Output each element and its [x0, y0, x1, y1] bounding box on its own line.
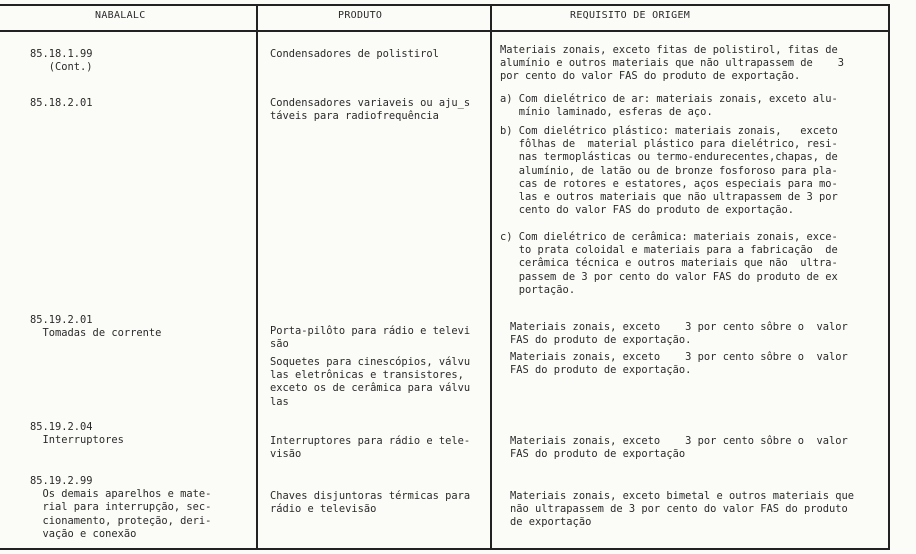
text-line: FAS do produto de exportação	[510, 448, 686, 461]
text-line: Materiais zonais, exceto fitas de polistirol, fitas de	[500, 44, 838, 56]
row-requisito	[500, 44, 844, 84]
text-line: Materiais zonais, exceto bimetal e outros materiais que	[510, 490, 855, 502]
text-line: 85.18.1.99	[30, 48, 93, 60]
text-line: Materiais zonais, exceto 3 por cento sôbre o valor	[510, 351, 848, 363]
row-produto	[270, 97, 470, 123]
row-code	[30, 97, 93, 110]
row-produto	[270, 356, 470, 409]
row-requisito	[510, 435, 848, 461]
row-requisito	[510, 490, 854, 530]
row-requisito	[500, 125, 838, 217]
header-requisito: REQUISITO DE ORIGEM	[570, 10, 691, 21]
row-requisito	[510, 351, 848, 377]
text-line: Condensadores de polistirol	[270, 48, 439, 60]
text-line: cas de rotores e estatores, aços especiais para mo-	[500, 177, 838, 190]
column-divider	[490, 4, 492, 550]
text-line: nas termoplásticas ou termo-endurecentes,chapas, de	[500, 151, 838, 164]
text-line: 85.19.2.04	[30, 421, 93, 433]
row-code	[30, 314, 161, 340]
text-line: portação.	[500, 283, 576, 296]
text-line: táveis para radiofrequência	[270, 110, 439, 123]
row-produto	[270, 435, 470, 461]
text-line: Chaves disjuntoras térmicas para	[270, 490, 471, 502]
text-line: Condensadores variaveis ou aju̲s	[270, 97, 471, 109]
text-line: mínio laminado, esferas de aço.	[500, 106, 713, 119]
text-line: Tomadas de corrente	[30, 327, 162, 340]
row-requisito	[510, 321, 848, 347]
row-code	[30, 475, 211, 541]
bottom-rule	[0, 548, 890, 550]
text-line: por cento do valor FAS do produto de exportação.	[500, 70, 801, 83]
row-produto	[270, 325, 470, 351]
text-line: FAS do produto de exportação.	[510, 364, 692, 377]
row-requisito	[500, 93, 838, 119]
row-requisito	[500, 231, 838, 297]
text-line: cento do valor FAS do produto de exportação.	[500, 204, 795, 217]
header-produto: PRODUTO	[338, 10, 383, 21]
right-border	[888, 4, 890, 550]
header-nabalalc: NABALALC	[95, 10, 146, 21]
text-line: (Cont.)	[30, 61, 93, 74]
row-produto	[270, 48, 439, 61]
column-divider	[256, 4, 258, 550]
text-line: Porta-pilôto para rádio e televi	[270, 325, 471, 337]
row-code	[30, 421, 124, 447]
text-line: las	[270, 395, 289, 408]
text-line: 85.19.2.99	[30, 475, 93, 487]
top-rule	[0, 4, 890, 6]
text-line: Interruptores para rádio e tele-	[270, 435, 471, 447]
text-line: Interruptores	[30, 434, 124, 447]
text-line: de exportação	[510, 516, 592, 529]
text-line: cerâmica técnica e outros materiais que não ultra-	[500, 257, 838, 270]
text-line: Materiais zonais, exceto 3 por cento sôbre o valor	[510, 435, 848, 447]
text-line: Soquetes para cinescópios, válvu	[270, 356, 471, 368]
text-line: passem de 3 por cento do valor FAS do produto de ex	[500, 270, 838, 283]
text-line: las e outros materiais que não ultrapassem de 3 por	[500, 191, 838, 204]
text-line: Materiais zonais, exceto 3 por cento sôbre o valor	[510, 321, 848, 333]
text-line: são	[270, 338, 289, 351]
text-line: b) Com dielétrico plástico: materiais zonais, exceto	[500, 125, 838, 137]
text-line: c) Com dielétrico de cerâmica: materiais zonais, exce-	[500, 231, 838, 243]
text-line: vação e conexão	[30, 527, 137, 540]
row-produto	[270, 490, 470, 516]
text-line: to prata coloidal e materiais para a fabricação de	[500, 244, 838, 257]
text-line: FAS do produto de exportação.	[510, 334, 692, 347]
text-line: a) Com dielétrico de ar: materiais zonais, exceto alu-	[500, 93, 838, 105]
text-line: visão	[270, 448, 302, 461]
text-line: não ultrapassem de 3 por cento do valor FAS do produto	[510, 503, 848, 516]
text-line: alumínio, de latão ou de bronze fosforoso para pla-	[500, 164, 838, 177]
text-line: cionamento, proteção, deri-	[30, 514, 212, 527]
header-rule	[0, 30, 890, 32]
row-code	[30, 48, 93, 74]
text-line: alumínio e outros materiais que não ultrapassem de 3	[500, 57, 845, 70]
text-line: las eletrônicas e transistores,	[270, 369, 464, 382]
text-line: 85.19.2.01	[30, 314, 93, 326]
text-line: 85.18.2.01	[30, 97, 93, 109]
text-line: Os demais aparelhos e mate-	[30, 488, 212, 501]
text-line: rádio e televisão	[270, 503, 377, 516]
text-line: rial para interrupção, sec-	[30, 501, 212, 514]
text-line: exceto os de cerâmica para válvu	[270, 382, 471, 395]
text-line: fôlhas de material plástico para dielétrico, resi-	[500, 138, 838, 151]
